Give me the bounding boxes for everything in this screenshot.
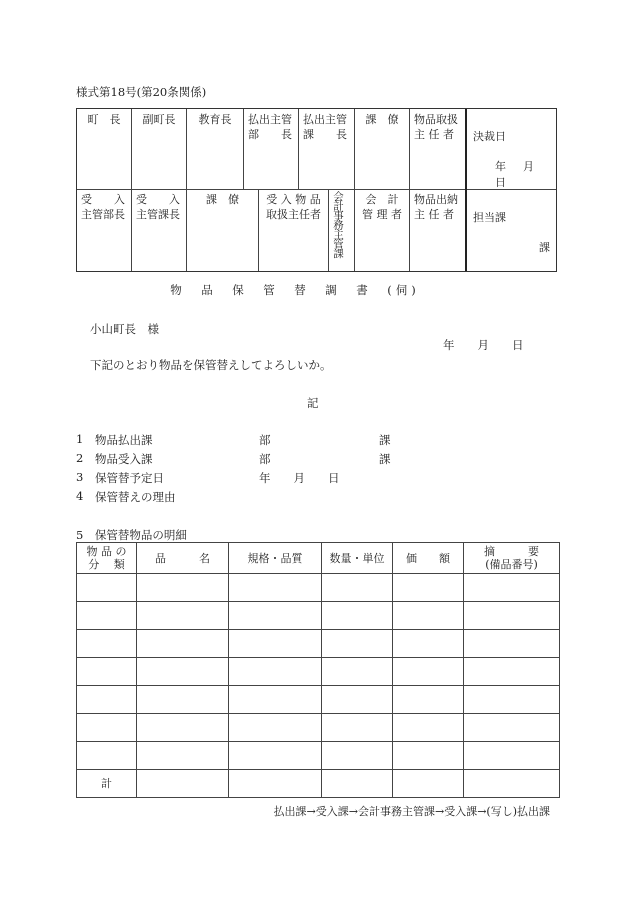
item-num: 1 — [76, 432, 84, 446]
approval-staff[interactable]: 課 僚 — [355, 109, 410, 189]
label: 会 計 — [365, 193, 399, 206]
cell[interactable] — [322, 742, 393, 770]
cell[interactable] — [322, 602, 393, 630]
approval-table — [76, 108, 557, 272]
cell[interactable] — [322, 658, 393, 686]
cell[interactable] — [464, 602, 560, 630]
label: 払出主管 — [303, 113, 347, 126]
cell[interactable] — [393, 630, 464, 658]
routing-footer: 払出課→受入課→会計事務主管課→受入課→(写し)払出課 — [273, 805, 550, 818]
label: 課 長 — [303, 128, 347, 141]
label: 主管部長 — [81, 208, 125, 221]
approval-goods-handler[interactable] — [410, 109, 465, 189]
cell[interactable] — [322, 630, 393, 658]
document-title: 物 品 保 管 替 調 書 (伺) — [170, 283, 420, 297]
cell[interactable] — [393, 658, 464, 686]
label: 受 入 物 品 — [266, 193, 321, 206]
person-in-charge-label: 担当課 — [473, 211, 506, 224]
label: 主 任 者 — [414, 208, 454, 221]
table-row — [77, 714, 560, 742]
table-row — [77, 742, 560, 770]
item-num: 2 — [76, 451, 84, 465]
approval-deputy-mayor[interactable]: 副町長 — [132, 109, 187, 189]
approval-education-chief[interactable]: 教育長 — [187, 109, 244, 189]
cell[interactable] — [464, 630, 560, 658]
cell[interactable] — [393, 602, 464, 630]
section-suffix: 課 — [539, 241, 550, 254]
label: 物品取扱 — [414, 113, 458, 126]
approval-accounting-manager[interactable] — [355, 189, 410, 271]
cell[interactable] — [393, 770, 464, 798]
cell[interactable] — [77, 658, 137, 686]
table-header-row — [77, 543, 560, 574]
label: 主管課長 — [136, 208, 180, 221]
approval-goods-treasurer[interactable] — [410, 189, 465, 271]
col-name: 品 名 — [137, 543, 229, 574]
item-section[interactable]: 課 — [379, 452, 391, 466]
cell[interactable] — [229, 770, 322, 798]
document-date[interactable]: 年 月 日 — [443, 338, 524, 352]
col-spec: 規格・品質 — [229, 543, 322, 574]
cell[interactable] — [229, 574, 322, 602]
cell[interactable] — [137, 770, 229, 798]
cell[interactable] — [137, 602, 229, 630]
approval-mayor[interactable]: 町 長 — [77, 109, 132, 189]
form-number: 様式第18号(第20条関係) — [76, 85, 207, 99]
cell[interactable] — [464, 770, 560, 798]
cell[interactable] — [393, 574, 464, 602]
cell[interactable] — [137, 630, 229, 658]
transfer-date-field[interactable]: 年 月 日 — [259, 471, 340, 485]
approval-staff-2[interactable]: 課 僚 — [187, 189, 259, 271]
item-dept[interactable]: 部 — [259, 452, 271, 466]
cell[interactable] — [137, 658, 229, 686]
label: 部 長 — [248, 128, 292, 141]
cell[interactable] — [464, 714, 560, 742]
table-row — [77, 602, 560, 630]
cell[interactable] — [229, 602, 322, 630]
table-row — [77, 686, 560, 714]
cell[interactable] — [393, 742, 464, 770]
cell[interactable] — [393, 714, 464, 742]
item-label-payout-section: 物品払出課 — [95, 433, 153, 447]
item-num: 4 — [76, 489, 84, 503]
cell[interactable] — [322, 770, 393, 798]
detail-table — [76, 542, 560, 798]
cell[interactable] — [229, 714, 322, 742]
col-category: 物 品 の 分 類 — [77, 543, 137, 574]
approval-receiving-director[interactable] — [77, 189, 132, 271]
decision-date-label: 決裁日 — [473, 130, 506, 143]
approval-receiving-section-chief[interactable] — [132, 189, 187, 271]
cell[interactable] — [229, 658, 322, 686]
cell[interactable] — [229, 686, 322, 714]
label: 主 任 者 — [414, 128, 454, 141]
cell[interactable] — [77, 602, 137, 630]
cell[interactable] — [77, 714, 137, 742]
cell[interactable] — [322, 714, 393, 742]
request-text: 下記のとおり物品を保管替えしてよろしいか。 — [90, 358, 332, 372]
cell[interactable] — [137, 714, 229, 742]
cell[interactable] — [137, 574, 229, 602]
table-row — [77, 574, 560, 602]
item-num: 3 — [76, 470, 84, 484]
cell[interactable] — [77, 742, 137, 770]
cell[interactable] — [322, 574, 393, 602]
cell[interactable] — [77, 630, 137, 658]
cell[interactable] — [137, 686, 229, 714]
decision-date-field[interactable]: 年 月 日 — [495, 160, 551, 189]
label: 受 入 — [136, 193, 180, 206]
label: 管 理 者 — [362, 208, 402, 221]
label: 会計事務主管課 — [332, 191, 344, 258]
cell[interactable] — [137, 742, 229, 770]
table-total-row — [77, 770, 560, 798]
table-row — [77, 630, 560, 658]
label: 受 入 — [81, 193, 125, 206]
section5-heading: 5 保管替物品の明細 — [76, 528, 187, 542]
cell[interactable] — [229, 630, 322, 658]
approval-payout-director[interactable] — [244, 109, 299, 189]
cell[interactable] — [464, 658, 560, 686]
item-label-receiving-section: 物品受入課 — [95, 452, 153, 466]
item-dept[interactable]: 部 — [259, 433, 271, 447]
addressee: 小山町長 様 — [90, 322, 159, 336]
label: 取扱主任者 — [266, 208, 321, 221]
cell[interactable] — [77, 574, 137, 602]
col-price: 価 額 — [393, 543, 464, 574]
item-label-transfer-date: 保管替予定日 — [95, 471, 164, 485]
cell[interactable] — [322, 686, 393, 714]
approval-payout-section-chief[interactable] — [299, 109, 355, 189]
item-section[interactable]: 課 — [379, 433, 391, 447]
table-row — [77, 658, 560, 686]
cell[interactable] — [464, 686, 560, 714]
approval-accounting-section[interactable] — [329, 189, 355, 271]
total-label: 計 — [77, 770, 137, 798]
label: 物品出納 — [414, 193, 458, 206]
cell[interactable] — [464, 742, 560, 770]
col-remarks: 摘 要 (備品番号) — [464, 543, 560, 574]
ki-heading: 記 — [307, 396, 319, 410]
item-label-reason: 保管替えの理由 — [95, 490, 176, 504]
cell[interactable] — [393, 686, 464, 714]
cell[interactable] — [77, 686, 137, 714]
approval-receiving-handler[interactable] — [259, 189, 329, 271]
col-quantity: 数量・単位 — [322, 543, 393, 574]
cell[interactable] — [229, 742, 322, 770]
label: 払出主管 — [248, 113, 292, 126]
cell[interactable] — [464, 574, 560, 602]
